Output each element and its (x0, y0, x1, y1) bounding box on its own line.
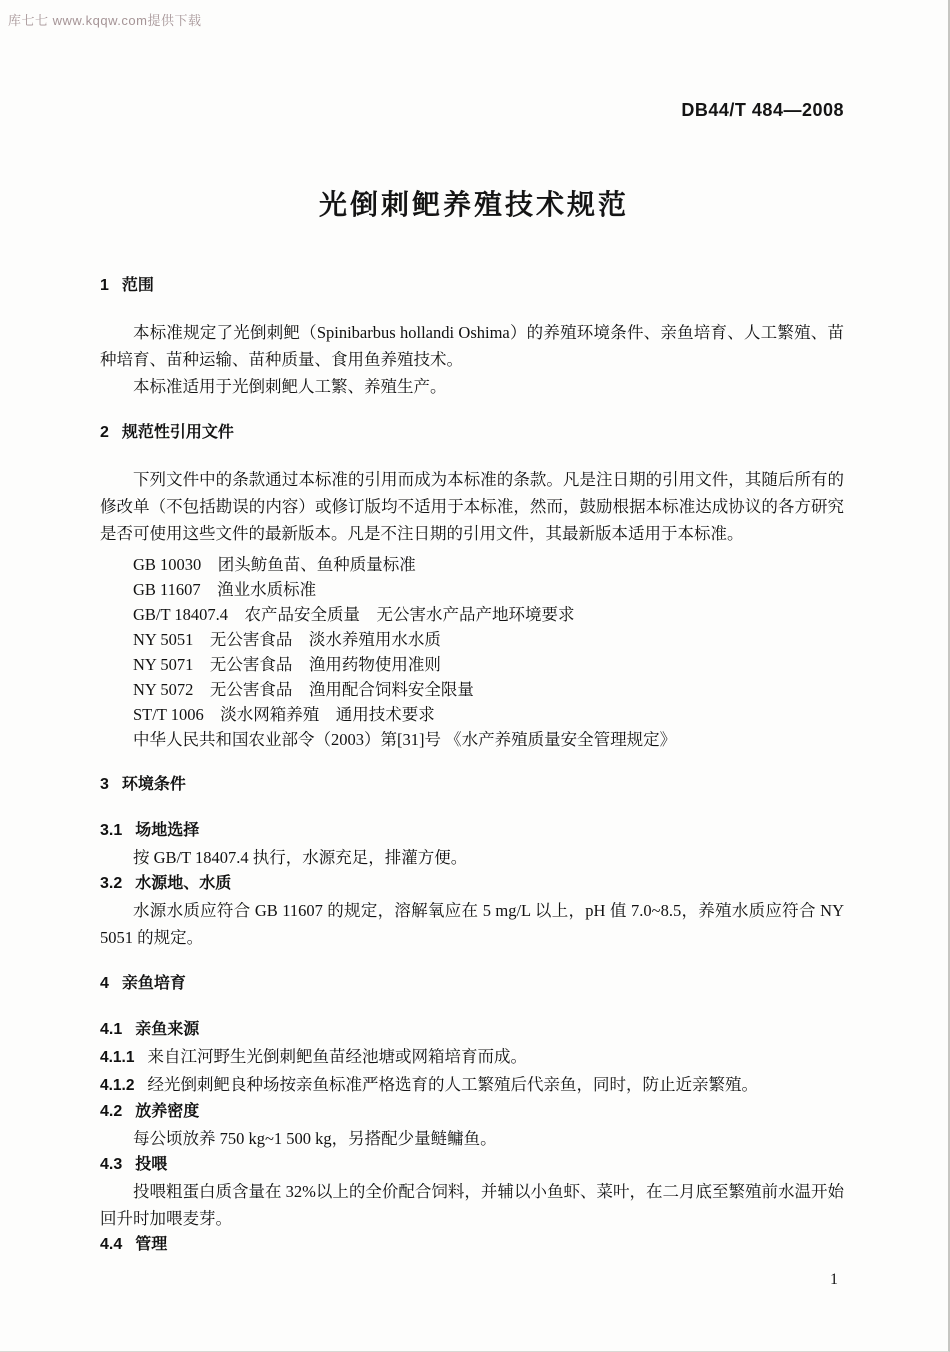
reference-item: 中华人民共和国农业部令（2003）第[31]号 《水产养殖质量安全管理规定》 (133, 730, 677, 749)
block-number: 3 (100, 776, 109, 793)
block-number: 4.1.2 (100, 1077, 135, 1094)
block-text: 规范性引用文件 (121, 424, 234, 441)
paragraph: 下列文件中的条款通过本标准的引用而成为本标准的条款。凡是注日期的引用文件，其随后所有的修改单（不包括勘误的内容）或修订版均不适用于本标准，然而，鼓励根据本标准达成协议的各方研究是否可使用这些文件的最新版本。凡是不注日期的引用文件，其最新版本适用于本标准。 (100, 470, 844, 543)
block-text: 来自江河野生光倒刺鲃鱼苗经池塘或网箱培育而成。 (147, 1047, 527, 1066)
block-number: 4.1.1 (100, 1049, 135, 1066)
block-text: 经光倒刺鲃良种场按亲鱼标准严格选育的人工繁殖后代亲鱼，同时，防止近亲繁殖。 (147, 1075, 758, 1094)
clause (100, 1071, 844, 1099)
paragraph: 每公顷放养 750 kg~1 500 kg，另搭配少量鲢鳙鱼。 (133, 1129, 497, 1148)
reference-item: ST/T 1006 淡水网箱养殖 通用技术要求 (133, 705, 435, 724)
paragraph: 按 GB/T 18407.4 执行，水源充足，排灌方便。 (133, 848, 468, 867)
subsection-heading (100, 1232, 844, 1258)
block-text: 环境条件 (121, 776, 186, 793)
block-text: 管理 (135, 1236, 168, 1253)
section-heading (100, 772, 844, 798)
paragraph: 水源水质应符合 GB 11607 的规定，溶解氧应在 5 mg/L 以上，pH 值 7.0~8.5，养殖水质应符合 NY 5051 的规定。 (100, 901, 844, 947)
block-number: 2 (100, 424, 109, 441)
section-heading (100, 971, 844, 997)
subsection-heading (100, 1152, 844, 1178)
block-text: 放养密度 (135, 1103, 200, 1120)
subsection-heading (100, 871, 844, 897)
block-text: 投喂 (135, 1156, 168, 1173)
block-text: 场地选择 (135, 822, 200, 839)
block-number: 4.4 (100, 1236, 123, 1253)
block-text: 亲鱼来源 (135, 1021, 200, 1038)
clause (100, 1043, 844, 1071)
standard-number: DB44/T 484—2008 (681, 100, 844, 120)
block-text: 水源地、水质 (135, 875, 232, 892)
block-number: 4.2 (100, 1103, 123, 1120)
subsection-heading (100, 1017, 844, 1043)
reference-item: GB 10030 团头鲂鱼苗、鱼种质量标准 (133, 555, 416, 574)
block-text: 范围 (121, 277, 154, 294)
block-number: 4.1 (100, 1021, 123, 1038)
subsection-heading (100, 818, 844, 844)
block-number: 1 (100, 277, 109, 294)
reference-item: NY 5051 无公害食品 淡水养殖用水水质 (133, 630, 441, 649)
reference-item: GB 11607 渔业水质标准 (133, 580, 317, 599)
section-heading (100, 420, 844, 446)
block-number: 3.2 (100, 875, 123, 892)
paragraph: 本标准适用于光倒刺鲃人工繁、养殖生产。 (133, 377, 447, 396)
reference-item: NY 5071 无公害食品 渔用药物使用准则 (133, 655, 441, 674)
block-number: 4.3 (100, 1156, 123, 1173)
section-heading (100, 273, 844, 299)
document-title: 光倒刺鲃养殖技术规范 (318, 189, 629, 220)
reference-item: GB/T 18407.4 农产品安全质量 无公害水产品产地环境要求 (133, 605, 575, 624)
block-number: 3.1 (100, 822, 123, 839)
page-number: 1 (830, 1271, 838, 1288)
subsection-heading (100, 1099, 844, 1125)
document-body (100, 253, 844, 1258)
reference-item: NY 5072 无公害食品 渔用配合饲料安全限量 (133, 680, 474, 699)
paragraph: 本标准规定了光倒刺鲃（Spinibarbus hollandi Oshima）的养殖环境条件、亲鱼培育、人工繁殖、苗种培育、苗种运输、苗种质量、食用鱼养殖技术。 (100, 323, 844, 369)
block-number: 4 (100, 975, 109, 992)
block-text: 亲鱼培育 (121, 975, 186, 992)
paragraph: 投喂粗蛋白质含量在 32%以上的全价配合饲料，并辅以小鱼虾、菜叶，在二月底至繁殖前水温开始回升时加喂麦芽。 (100, 1182, 844, 1228)
watermark: 库七七 www.kqqw.com提供下载 (8, 13, 202, 28)
